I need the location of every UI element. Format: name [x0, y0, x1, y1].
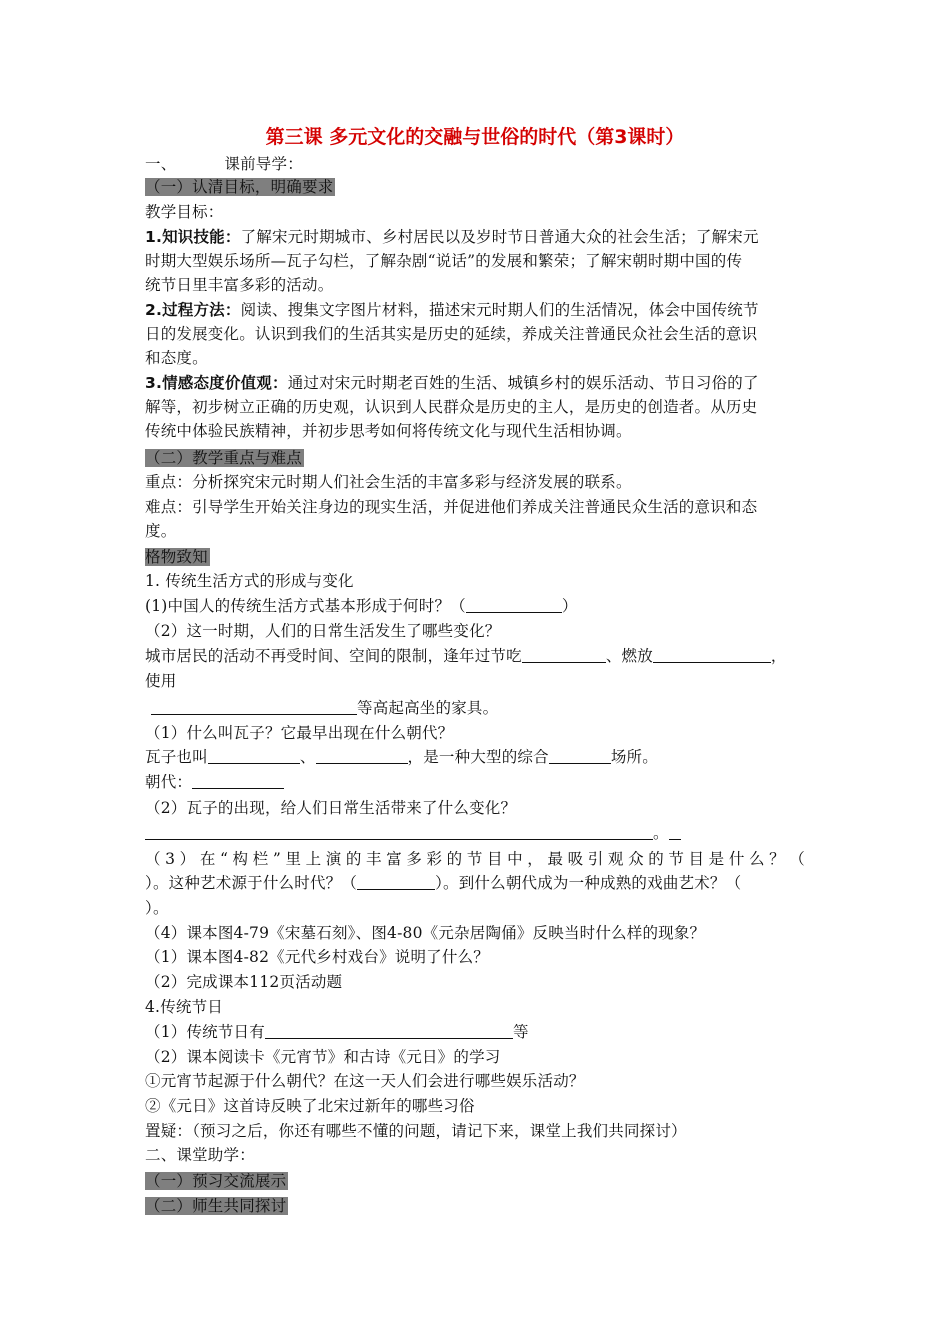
question-1-2: （2）这一时期，人们的日常生活发生了哪些变化？ — [145, 622, 501, 640]
question-2-2-answer: 。 — [145, 822, 805, 844]
goal-2-line-1: 2.过程方法：阅读、搜集文字图片材料，描述宋元时期人们的生活情况，体会中国传统节 — [145, 301, 759, 319]
answer-blank[interactable] — [653, 646, 771, 663]
question-1-title: 1. 传统生活方式的形成与变化 — [145, 572, 354, 590]
goal-label: 1.知识技能： — [145, 228, 241, 246]
question-1-1: (1)中国人的传统生活方式基本形成于何时？（ ） — [145, 597, 578, 615]
goal-1-line-3: 统节日里丰富多彩的活动。 — [145, 276, 334, 294]
question-1-2-fill: 城市居民的活动不再受时间、空间的限制，逢年过节吃 、燃放 ， — [145, 647, 787, 665]
answer-blank[interactable] — [466, 596, 562, 613]
subheading-preview-exchange — [145, 1170, 805, 1192]
question-4-2-a: ①元宵节起源于什么朝代？在这一天人们会进行哪些娱乐活动？ — [145, 1072, 585, 1090]
goal-3-line-3: 传统中体验民族精神，并初步思考如何将传统文化与现代生活相协调。 — [145, 422, 632, 440]
section-1-heading — [145, 153, 805, 175]
goal-1-line-1: 1.知识技能：了解宋元时期城市、乡村居民以及岁时节日普通大众的社会生活；了解宋元 — [145, 228, 759, 246]
difficult-point-line-2: 度。 — [145, 522, 177, 540]
answer-blank[interactable] — [316, 747, 408, 764]
subheading-key-points — [145, 447, 805, 469]
answer-blank[interactable] — [192, 772, 284, 789]
section-2-heading: 二、课堂助学： — [145, 1146, 255, 1164]
question-2-1-fill: 瓦子也叫 、 ，是一种大型的综合 场所。 — [145, 748, 658, 766]
difficult-point-line-1: 难点：引导学生开始关注身边的现实生活，并促进他们养成关注普通民众生活的意识和态 — [145, 498, 758, 516]
goal-3-line-1: 3.情感态度价值观：通过对宋元时期老百姓的生活、城镇乡村的娱乐活动、节日习俗的了 — [145, 374, 759, 392]
goal-2-line-3: 和态度。 — [145, 349, 208, 367]
highlighted-subheading: 格物致知 — [145, 548, 208, 566]
page-title: 第三课 多元文化的交融与世俗的时代（第3课时） — [265, 126, 685, 148]
question-2-3-line-2: ）。这种艺术源于什么时代？（ ）。到什么朝代成为一种成熟的戏曲艺术？（ — [145, 874, 742, 892]
highlighted-subheading: （一）预习交流展示 — [145, 1172, 287, 1190]
question-2-3-line-1: （3）在“构栏”里上演的丰富多彩的节目中，最吸引观众的节目是什么？（ — [145, 850, 805, 868]
subheading-goals — [145, 176, 805, 198]
goal-3-line-2: 解等，初步树立正确的历史观，认识到人民群众是历史的主人，是历史的创造者。从历史 — [145, 398, 758, 416]
doubt-prompt: 置疑：（预习之后，你还有哪些不懂的问题，请记下来，课堂上我们共同探讨） — [145, 1122, 687, 1140]
question-4-title: 4.传统节日 — [145, 998, 223, 1016]
highlighted-subheading: （二）师生共同探讨 — [145, 1197, 287, 1215]
answer-blank[interactable] — [522, 646, 606, 663]
question-2-2: （2）瓦子的出现，给人们日常生活带来了什么变化？ — [145, 799, 517, 817]
question-3-2: （2）完成课本112页活动题 — [145, 973, 343, 991]
question-2-4: （4）课本图4-79《宋墓石刻》、图4-80《元杂居陶俑》反映当时什么样的现象？ — [145, 924, 706, 942]
question-1-2-furniture: 等高起高坐的家具。 — [145, 697, 805, 719]
question-2-1: （1）什么叫瓦子？它最早出现在什么朝代？ — [145, 724, 454, 742]
question-4-2: （2）课本阅读卡《元宵节》和古诗《元日》的学习 — [145, 1048, 501, 1066]
subheading-study — [145, 546, 805, 568]
goal-label: 2.过程方法： — [145, 301, 241, 319]
goals-label: 教学目标： — [145, 203, 224, 221]
highlighted-subheading: （一）认清目标，明确要求 — [145, 178, 334, 196]
answer-blank[interactable] — [549, 747, 611, 764]
question-1-2-use: 使用 — [145, 672, 177, 690]
answer-blank[interactable] — [208, 747, 300, 764]
key-point: 重点：分析探究宋元时期人们社会生活的丰富多彩与经济发展的联系。 — [145, 473, 632, 491]
question-2-1-dynasty: 朝代： — [145, 771, 805, 793]
answer-blank[interactable] — [145, 823, 653, 840]
question-2-3-line-3: ）。 — [145, 899, 169, 917]
section-label: 课前导学： — [224, 155, 303, 173]
goal-2-line-2: 日的发展变化。认识到我们的生活其实是历史的延续，养成关注普通民众社会生活的意识 — [145, 325, 758, 343]
answer-blank[interactable] — [151, 698, 357, 715]
answer-blank[interactable] — [265, 1022, 513, 1039]
subheading-discussion — [145, 1195, 805, 1217]
question-4-1: （1）传统节日有 等 — [145, 1023, 529, 1041]
section-number: 一、 — [145, 155, 177, 173]
goal-1-line-2: 时期大型娱乐场所—瓦子勾栏，了解杂剧“说话”的发展和繁荣；了解宋朝时期中国的传 — [145, 252, 743, 270]
question-3-1: （1）课本图4-82《元代乡村戏台》说明了什么？ — [145, 948, 489, 966]
highlighted-subheading: （二）教学重点与难点 — [145, 449, 303, 467]
question-4-2-b: ②《元日》这首诗反映了北宋过新年的哪些习俗 — [145, 1097, 475, 1115]
goal-label: 3.情感态度价值观： — [145, 374, 288, 392]
answer-blank[interactable] — [357, 873, 435, 890]
